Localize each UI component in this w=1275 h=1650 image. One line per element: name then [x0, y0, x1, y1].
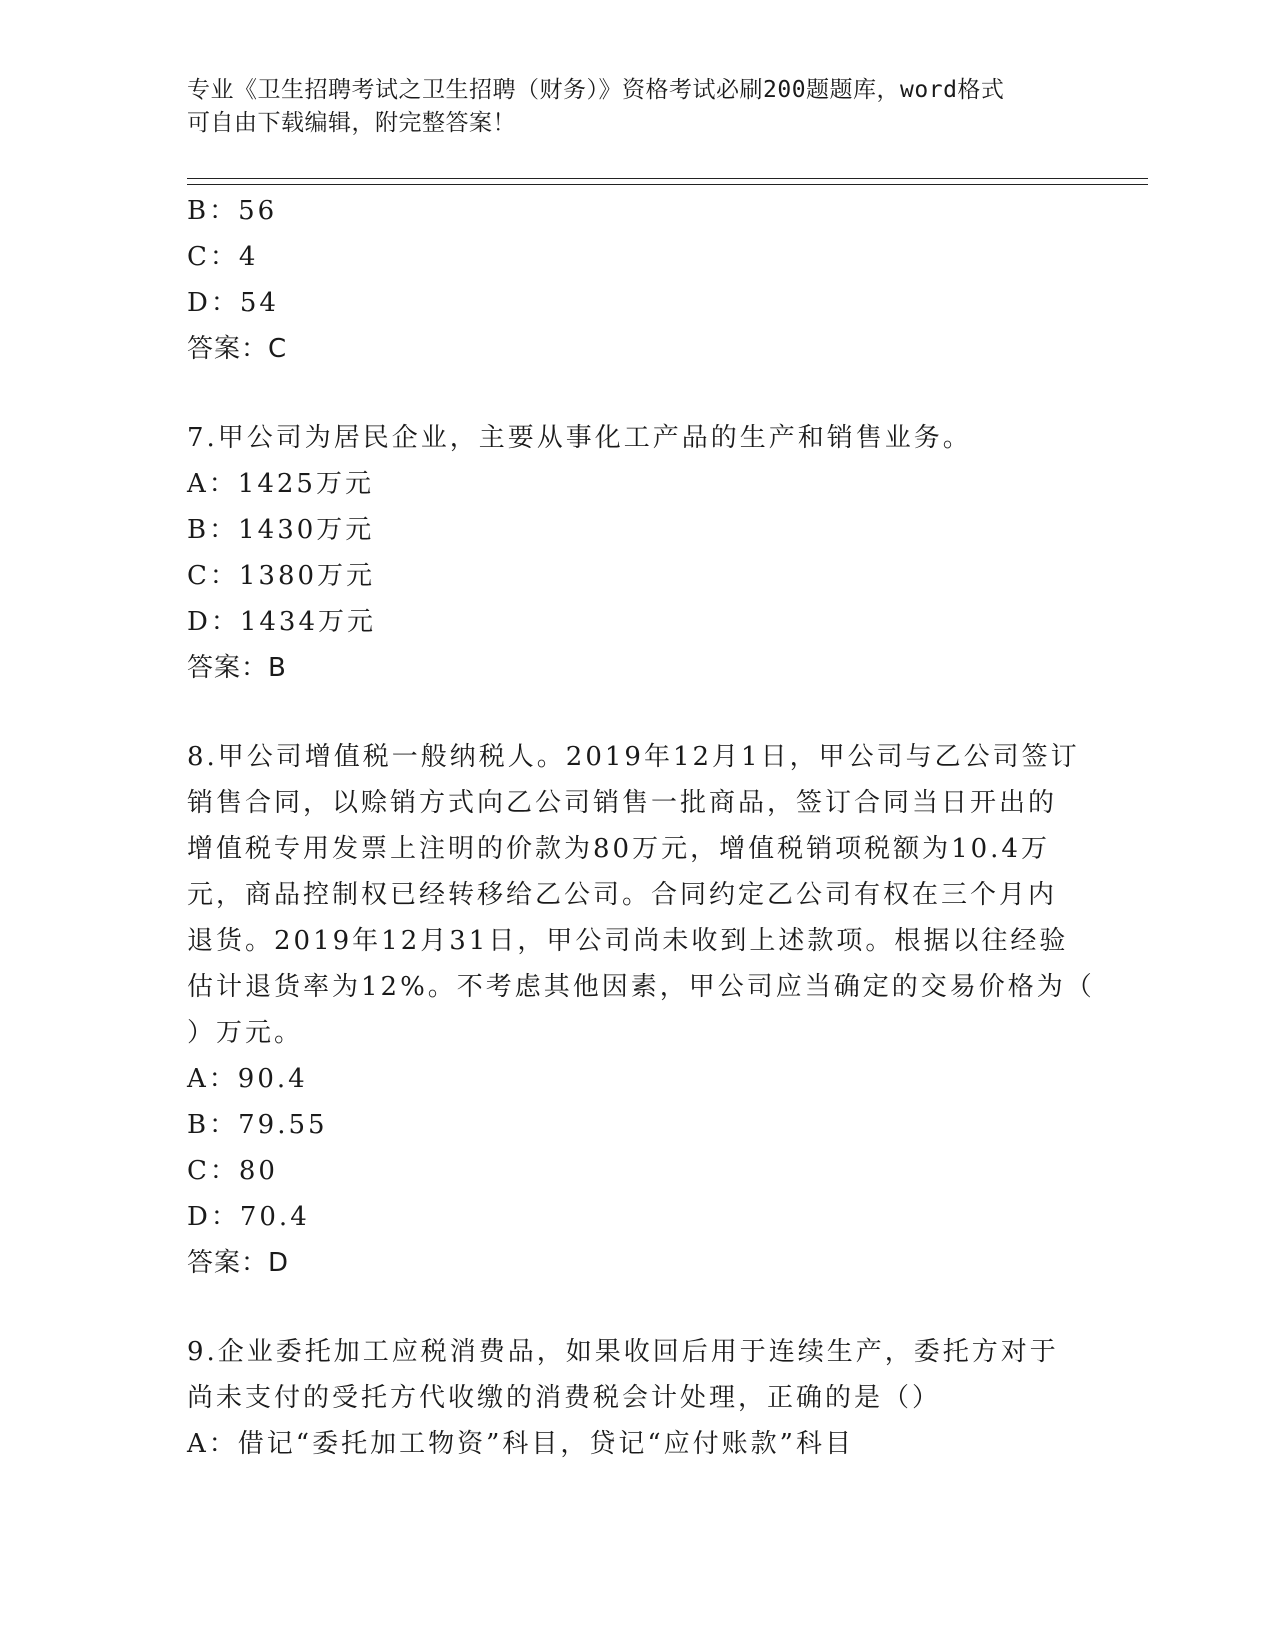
question-stem-line: ）万元。	[187, 1018, 304, 1048]
question-6	[187, 188, 1087, 372]
document-header	[187, 74, 1087, 140]
option-a: A：90.4	[187, 1064, 308, 1094]
question-stem-line: 退货。2019年12月31日，甲公司尚未收到上述款项。根据以往经验	[187, 926, 1069, 956]
option-b: B：79.55	[187, 1110, 328, 1140]
header-divider	[187, 178, 1148, 185]
question-list	[187, 188, 1095, 1467]
option-d: D：1434万元	[187, 607, 377, 637]
answer: 答案：C	[187, 334, 288, 364]
option-c: C：1380万元	[187, 561, 376, 591]
option-a: A：1425万元	[187, 469, 374, 499]
question-stem-line: 尚未支付的受托方代收缴的消费税会计处理，正确的是（）	[187, 1383, 942, 1413]
answer: 答案：B	[187, 653, 287, 683]
question-7	[187, 415, 1087, 691]
header-line: 可自由下载编辑，附完整答案！	[187, 110, 516, 136]
question-stem-line: 元，商品控制权已经转移给乙公司。合同约定乙公司有权在三个月内	[187, 880, 1058, 910]
option-d: D：70.4	[187, 1202, 310, 1232]
option-b: B：1430万元	[187, 515, 375, 545]
question-8	[187, 734, 1095, 1286]
option-b: B：56	[187, 196, 278, 226]
option-c: C：80	[187, 1156, 278, 1186]
question-stem-line: 销售合同，以赊销方式向乙公司销售一批商品，签订合同当日开出的	[187, 788, 1058, 818]
question-stem-line: 8.甲公司增值税一般纳税人。2019年12月1日，甲公司与乙公司签订	[187, 742, 1080, 772]
option-d: D：54	[187, 288, 279, 318]
answer: 答案：D	[187, 1248, 290, 1278]
question-stem: 7.甲公司为居民企业，主要从事化工产品的生产和销售业务。	[187, 423, 972, 453]
header-line: 专业《卫生招聘考试之卫生招聘（财务）》资格考试必刷200题题库，word格式	[187, 77, 1005, 103]
option-c: C：4	[187, 242, 259, 272]
option-a: A：借记“委托加工物资”科目，贷记“应付账款”科目	[187, 1429, 854, 1459]
question-9	[187, 1329, 1087, 1467]
question-stem-line: 9.企业委托加工应税消费品，如果收回后用于连续生产，委托方对于	[187, 1337, 1059, 1367]
question-stem-line: 增值税专用发票上注明的价款为80万元，增值税销项税额为10.4万	[187, 834, 1050, 864]
question-stem-line: 估计退货率为12%。不考虑其他因素，甲公司应当确定的交易价格为（	[187, 972, 1095, 1002]
